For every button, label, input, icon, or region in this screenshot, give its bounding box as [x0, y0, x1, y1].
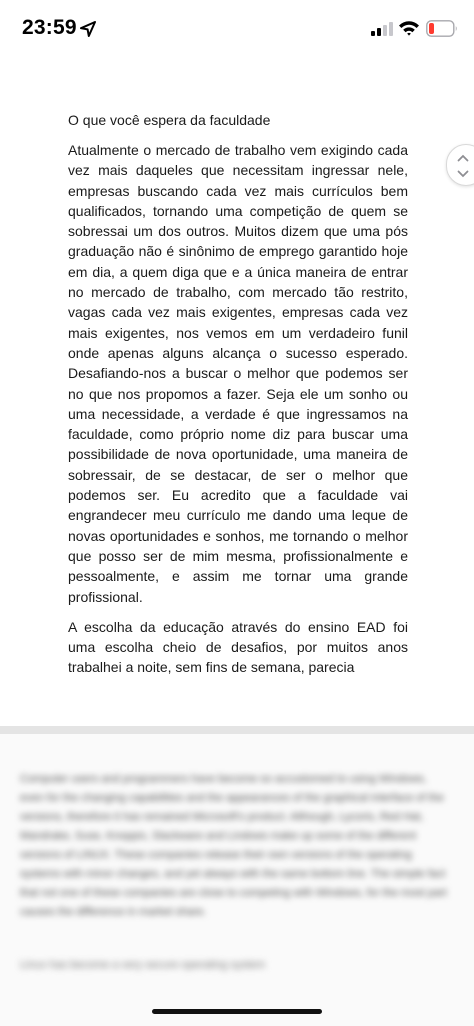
paragraph: Atualmente o mercado de trabalho vem exigindo cada vez mais daqueles que necessitam ingressar nele, empresas buscando cada vez mais currículos bem qualificados, tornando uma competição de quem se sobressai um dos outros. Muitos dizem que uma pós graduação não é sinônimo de emprego garantido hoje em dia, a quem diga que e a única maneira de entrar no mercado de trabalho, com mercado tão restrito, vagas cada vez mais exigentes, empresas cada vez mais exigentes, nos vemos em um verdadeiro funil onde apenas alguns alcança o sucesso esperado. Desafiando-nos a buscar o melhor que podemos ser no que nos propomos a fazer. Seja ele um sonho ou uma necessidade, a verdade é que ingressamos na faculdade, como próprio nome diz para buscar uma possibilidade de nova oportunidade, uma maneira de sobressair, de se destacar, de ser o melhor que podemos ser. Eu acredito que a faculdade vai engrandecer meu currículo me dando uma leque de novas oportunidades e sonhos, me tornando o melhor que posso ser de mim mesma, profissionalmente e pessoalmente, e assim me tornar uma grande profissional.	[68, 142, 408, 605]
battery-low-icon	[426, 20, 458, 37]
status-time: 23:59	[22, 16, 77, 39]
blurred-page-text: Linux has become a very secure operating system	[20, 959, 266, 971]
document-title: O que você espera da faculdade	[68, 112, 271, 128]
document-page	[0, 66, 474, 726]
location-arrow-icon	[80, 21, 96, 37]
wifi-icon	[398, 20, 420, 36]
blurred-page-text: Computer users and programmers have become so accustomed to using Windows, even for the changing capabilities and the appearances of the graphical interface of the versions, therefore it has remained Microsoft's product. Although, Lycoris, Red Hat, Mandrake, Suse, Knoppix, Slackware and Lindows make up some of the different versions of LINUX. These companies release their own versions of the operating systems with minor changes, and yet always with the same bottom line. The simple fact that not one of these companies are close to competing with Windows, for the most part causes the difference in market share.	[20, 773, 447, 918]
next-page-preview[interactable]	[0, 734, 474, 1026]
paragraph: A escolha da educação através do ensino EAD foi uma escolha cheio de desafios, por muitos anos trabalhei a noite, sem fins de semana, parecia	[68, 618, 408, 676]
chevron-up-icon[interactable]	[457, 154, 469, 162]
page-content-clip	[0, 138, 474, 732]
status-bar	[0, 0, 474, 60]
home-indicator[interactable]	[152, 1009, 322, 1014]
cellular-signal-icon	[371, 22, 393, 36]
chevron-down-icon[interactable]	[457, 170, 469, 178]
document-body	[68, 140, 408, 688]
page-separator	[0, 726, 474, 734]
